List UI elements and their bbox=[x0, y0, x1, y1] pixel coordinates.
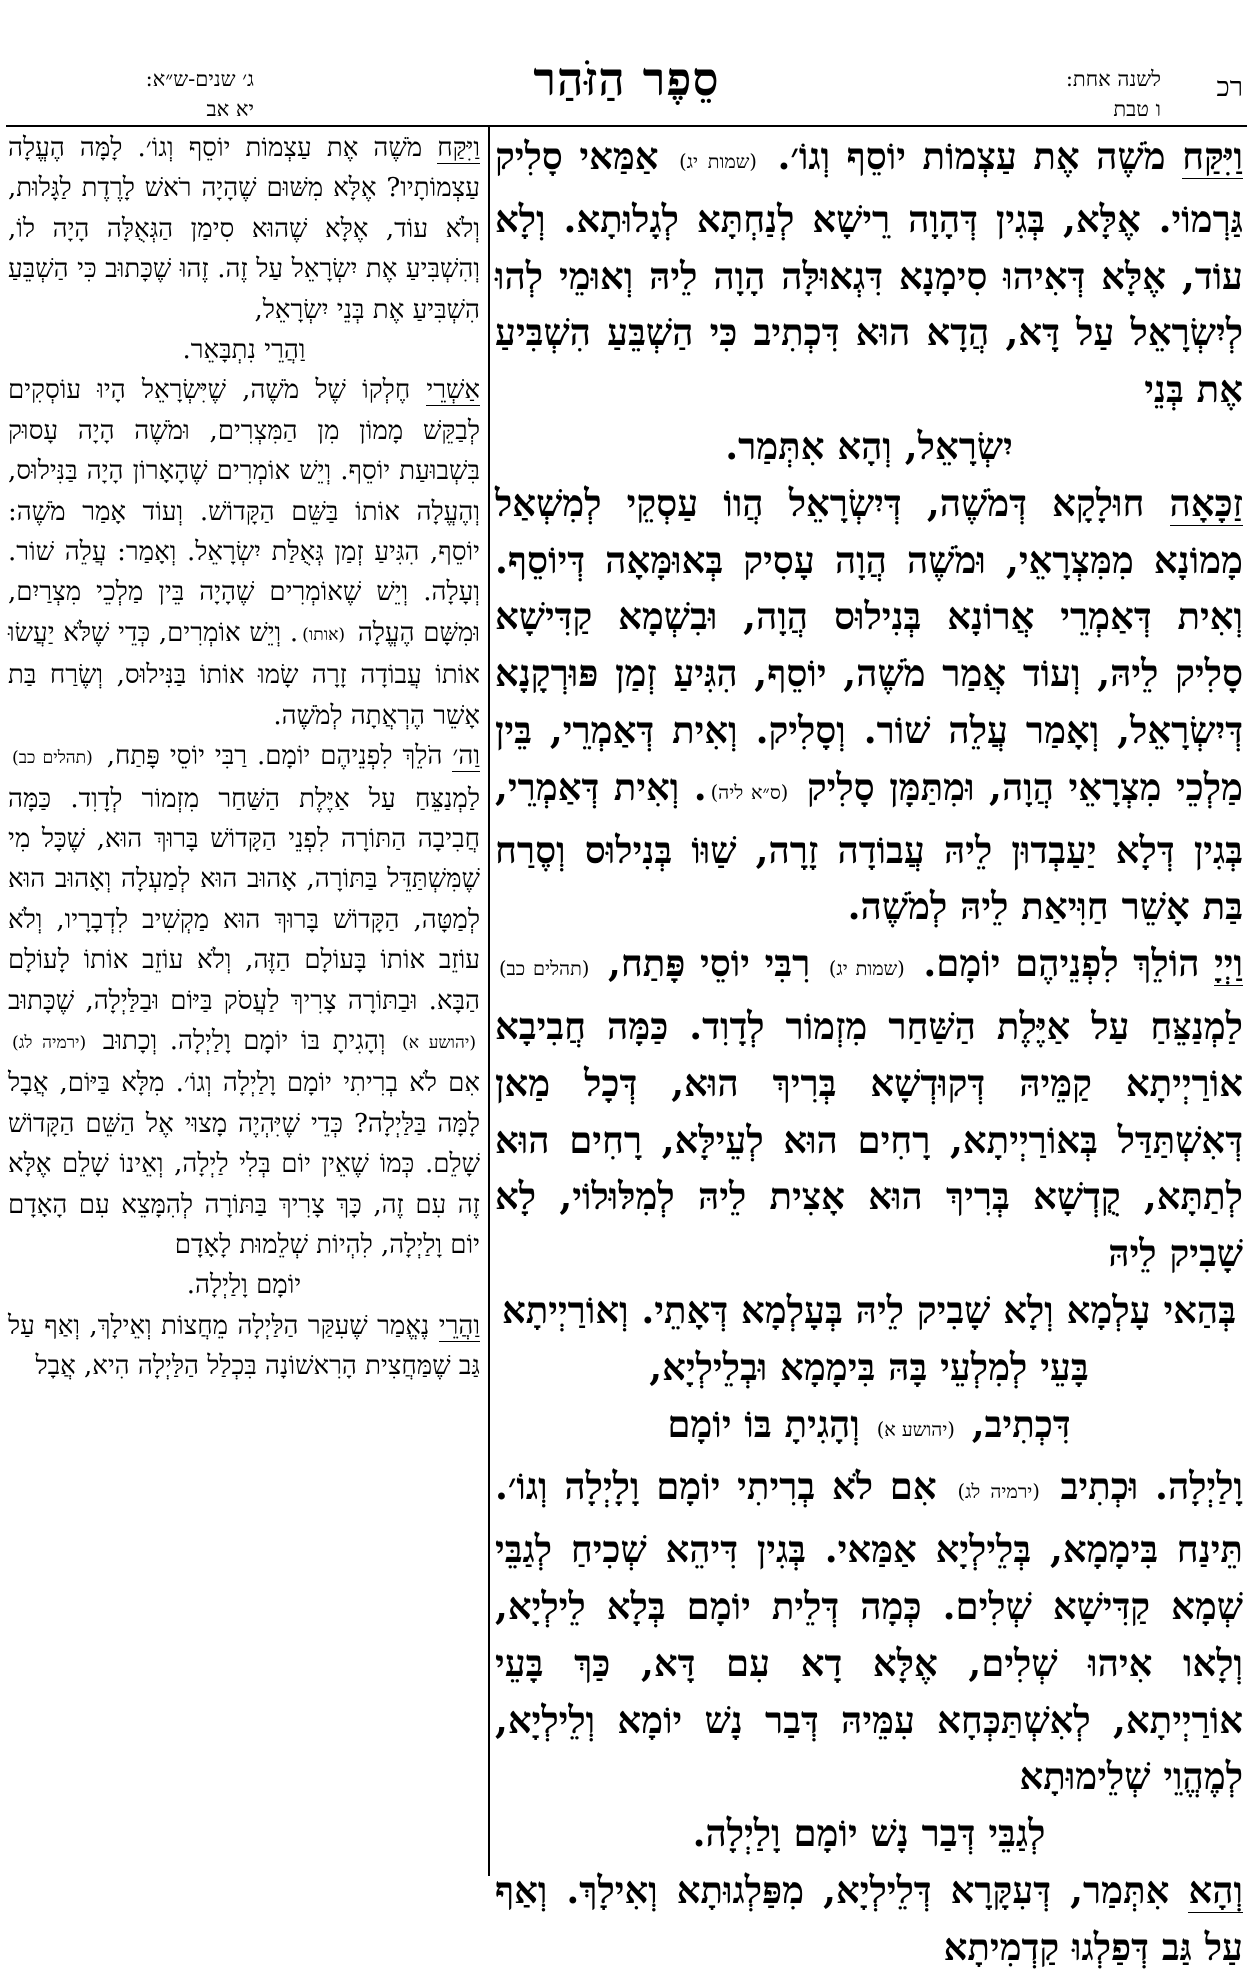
schedule-three-years: ג׳ שנים-ש״א: bbox=[145, 67, 254, 91]
text-span: וְהָגִיתָ בּוֹ יוֹמָם וָלַיְלָה. וְכָתוּב bbox=[102, 1025, 386, 1056]
text-span: דִּכְתִיב, bbox=[971, 1401, 1071, 1446]
scripture-reference: (ירמיה לג) bbox=[957, 1480, 1040, 1504]
schedule-date-right: ו טבת bbox=[1113, 97, 1161, 121]
scripture-reference: (ס״א ליה) bbox=[710, 780, 789, 804]
main-paragraph-3 bbox=[495, 935, 1243, 1282]
text-span: . וְיֵשׁ אוֹמְרִים, כְּדֵי שֶׁלֹּא יַעֲשׂוּ אוֹתוֹ עֲבוֹדָה זָרָה שָׂמוּ אוֹתוֹ בַּנִּילוּס, וְשֶׂרַח בַּת אָשֵׁר הֶרְאֲתָה לְמֹשֶׁה. bbox=[8, 617, 480, 731]
side-paragraph-4 bbox=[8, 1306, 480, 1387]
lead-word: וַה׳ bbox=[452, 741, 480, 772]
main-paragraph-1-end: יִשְׂרָאֵל, וְהָא אִתְּמַר. bbox=[725, 423, 1013, 468]
page-number: רכ bbox=[1216, 72, 1243, 103]
text-span: לַמְנַצֵּחַ עַל אַיֶּלֶת הַשַּׁחַר מִזְמוֹר לְדָוִד. כַּמָּה חֲבִיבָא אוֹרַיְיתָא קַמֵּיהּ דְּקוּדְשָׁא בְּרִיךְ הוּא, דְּכָל מַאן דְּאִשְׁתַּדַּל בְּאוֹרַיְיתָא, רָחִים הוּא לְעֵילָּא, רָחִים הוּא לְתַתָּא, קֻדְשָׁא בְּרִיךְ הוּא אָצִית לֵיהּ לְמִלּוּלוֹי, לָא שָׁבִיק לֵיהּ bbox=[495, 1003, 1243, 1276]
main-paragraph-4 bbox=[495, 1862, 1243, 1976]
text-span: וְהָגִיתָ בּוֹ יוֹמָם bbox=[667, 1401, 860, 1446]
scripture-reference: (ירמיה לג) bbox=[12, 1032, 87, 1053]
side-paragraph-2 bbox=[8, 370, 480, 736]
text-span: אִם לֹא בְרִיתִי יוֹמָם וָלַיְלָה וְגוֹ׳. מִלָּא בַּיּוֹם, אֲבָל לָמָּה בַּלַּיְלָה? כְּדֵי שֶׁיִּהְיֶה מָצוּי אֶל הַשֵּׁם הַקָּדוֹשׁ שָׁלֵם. כְּמוֹ שֶׁאֵין יוֹם בְּלִי לַיְלָה, וְאֵינוֹ שָׁלֵם אֶלָּא זֶה עִם זֶה, כָּךְ צָרִיךְ בַּתּוֹרָה לְהִמָּצֵא עִם הָאָדָם יוֹם וָלַיְלָה, לִהְיוֹת שְׁלֵמוּת לָאָדָם bbox=[8, 1068, 480, 1260]
main-text-column bbox=[495, 128, 1243, 1976]
schedule-one-year: לשנה אחת: bbox=[1065, 67, 1161, 91]
scripture-reference: (יהושע א) bbox=[402, 1032, 477, 1053]
side-paragraph-3-end: יוֹמָם וָלַיְלָה. bbox=[186, 1270, 302, 1301]
text-span: נֶאֱמַר שֶׁעִקַּר הַלַּיְלָה מֵחֲצוֹת וְאֵילָךְ, וְאַף עַל גַּב שֶׁמַּחֲצִית הָרִאשׁוֹנָה בִּכְלַל הַלַּיְלָה הִיא, אֲבָל bbox=[8, 1310, 480, 1382]
text-span: מֹשֶׁה אֶת עַצְמוֹת יוֹסֵף וְגוֹ׳. bbox=[777, 134, 1166, 178]
lead-word: אַשְׁרֵי bbox=[426, 375, 481, 406]
scripture-reference: (יהושע א) bbox=[876, 1417, 955, 1441]
text-span: הֹלֵךְ לִפְנֵיהֶם יוֹמָם. רַבִּי יוֹסֵי פָּתַח, bbox=[106, 741, 443, 772]
lead-word: וַהֲרֵי bbox=[438, 1310, 480, 1341]
lead-word: וַיִּקַּח bbox=[1182, 134, 1244, 178]
text-span: אִתְּמַר, דְּעִקָּרָא דְּלֵילְיָא, מִפַּלְגוּתָא וְאִילָךְ. וְאַף עַל גַּב דְּפַלְגוּ קַדְמִיתָא bbox=[495, 1867, 1243, 1969]
text-span: לַמְנַצֵּחַ עַל אַיֶּלֶת הַשַּׁחַר מִזְמוֹר לְדָוִד. כַּמָּה חֲבִיבָה הַתּוֹרָה לִפְנֵי הַקָּדוֹשׁ בָּרוּךְ הוּא, שֶׁכָּל מִי שֶׁמִּשְׁתַּדֵּל בַּתּוֹרָה, אָהוּב הוּא לְמַעְלָה וְאָהוּב הוּא לְמַטָּה, הַקָּדוֹשׁ בָּרוּךְ הוּא מַקְשִׁיב לִדְבָרָיו, וְלֹא עוֹזֵב אוֹתוֹ בָּעוֹלָם הַזֶּה, וְלֹא עוֹזֵב אוֹתוֹ לָעוֹלָם הַבָּא. וּבַתּוֹרָה צָרִיךְ לַעֲסֹק בַּיּוֹם וּבַלַּיְלָה, שֶׁכָּתוּב bbox=[8, 783, 480, 1016]
text-span: וָלַיְלָה. וּכְתִיב bbox=[1060, 1464, 1244, 1509]
main-paragraph-3-cont bbox=[495, 1458, 1243, 1805]
column-divider bbox=[488, 126, 490, 1876]
lead-word: זַכָּאָה bbox=[1169, 480, 1243, 525]
page-header bbox=[0, 0, 1253, 120]
main-paragraph-2 bbox=[495, 475, 1243, 935]
side-paragraph-1 bbox=[8, 128, 480, 330]
header-left-schedule bbox=[44, 64, 254, 124]
header-rule bbox=[6, 125, 1247, 127]
side-paragraph-3 bbox=[8, 736, 480, 1265]
book-title: סֵפֶר הַזֹּהַר bbox=[533, 52, 720, 106]
text-span: . וְאִית דְּאַמְרֵי, בְּגִין דְּלָא יַעַבְדוּן לֵיהּ עֲבוֹדָה זָרָה, שַׁוּוֹ בְּנִילוּס וְסֶרַח בַּת אָשֵׁר חַוִּיאַת לֵיהּ לְמֹשֶׁה. bbox=[495, 764, 1243, 929]
translation-column bbox=[8, 128, 480, 1387]
text-span: רִבִּי יוֹסֵי פָּתַח, bbox=[607, 941, 811, 986]
main-paragraph-3-end: לְגַבֵּי דְּבַר נָשׁ יוֹמָם וָלַיְלָה. bbox=[692, 1811, 1046, 1856]
main-paragraph-3-line: בְּהַאי עָלְמָא וְלָא שָׁבִיק לֵיהּ בְּעָלְמָא דְּאָתֵי. וְאוֹרַיְיתָא בָּעֵי לְמִלְעֵי בָּהּ בִּימָמָא וּבְלֵילְיָא, bbox=[501, 1287, 1237, 1389]
text-span: אַמַּאי סָלִיק גַּרְמוֹי. אֶלָּא, בְּגִין דְּהָוָה רֵישָׁא לְנַחְתָּא לְגָלוּתָא. וְלָא עוֹד, אֶלָּא דְּאִיהוּ סִימָנָא דִּגְאוּלָּה הָוָה לֵיהּ וְאוּמֵי לְהוּ לְיִשְׂרָאֵל עַל דָּא, הֲדָא הוּא דִּכְתִיב כִּי הַשְׁבֵּעַ הִשְׁבִּיעַ אֶת בְּנֵי bbox=[495, 134, 1243, 412]
scripture-reference: (שמות יג) bbox=[828, 957, 905, 981]
text-span: הוֹלֵךְ לִפְנֵיהֶם יוֹמָם. bbox=[923, 941, 1200, 986]
lead-word: וְהָא bbox=[1188, 1867, 1243, 1912]
lead-word: וַיִּקַּח bbox=[437, 133, 481, 163]
side-paragraph-1-end: וַהֲרֵי נִתְבָּאֵר. bbox=[182, 335, 306, 366]
main-paragraph-3-line bbox=[495, 1396, 1243, 1459]
text-span: חֶלְקוֹ שֶׁל מֹשֶׁה, שֶׁיִּשְׂרָאֵל הָיוּ עוֹסְקִים לְבַקֵּשׁ מָמוֹן מִן הַמִּצְרִים, וּמֹשֶׁה הָיָה עָסוּק בִּשְׁבוּעַת יוֹסֵף. וְיֵשׁ אוֹמְרִים שֶׁהָאָרוֹן הָיָה בַּנִּילוּס, וְהֶעֱלָה אוֹתוֹ בַּשֵּׁם הַקָּדוֹשׁ. וְעוֹד אָמַר מֹשֶׁה: יוֹסֵף, הִגִּיעַ זְמַן גְּאֻלַּת יִשְׂרָאֵל. וְאָמַר: עֲלֵה שׁוֹר. וְעָלָה. וְיֵשׁ שֶׁאוֹמְרִים שֶׁהָיָה בֵּין מַלְכֵי מִצְרַיִם, וּמִשָּׁם הֶעֱלָה bbox=[8, 375, 480, 648]
schedule-date-left: יא אב bbox=[206, 97, 254, 121]
scripture-reference: (תהלים כב) bbox=[499, 957, 590, 981]
scripture-reference: (אותו) bbox=[302, 624, 346, 645]
main-paragraph-1 bbox=[495, 128, 1243, 418]
text-span: אִם לֹא בְרִיתִי יוֹמָם וָלָיְלָה וְגוֹ׳. תֵּינַח בִּימָמָא, בְּלֵילְיָא אַמַּאי. בְּגִין דִּיהֵא שְׁכִיחַ לְגַבֵּי שְׁמָא קַדִּישָׁא שְׁלִים. כְּמָה דְּלֵית יוֹמָם בְּלָא לֵילְיָא, וְלָאו אִיהוּ שְׁלִים, אֶלָּא דָא עִם דָּא, כַּךְ בָּעֵי אוֹרַיְיתָא, לְאִשְׁתַּכְּחָא עִמֵּיהּ דְּבַר נָשׁ יוֹמָא וְלֵילְיָא, לְמֶהֱוֵי שְׁלֵימוּתָא bbox=[495, 1464, 1243, 1799]
lead-word: וַיְיָ bbox=[1214, 941, 1243, 986]
scripture-reference: (תהלים כב) bbox=[12, 748, 93, 769]
scripture-reference: (שמות יג) bbox=[679, 150, 757, 173]
text-span: חוּלָקָא דְּמֹשֶׁה, דְּיִשְׂרָאֵל הֲווֹ עַסְקֵי לְמִשְׁאַל מָמוֹנָא מִמִּצְרָאֵי, וּמֹשֶׁה הֲוָה עָסִיק בְּאוּמָּאָה דְּיוֹסֵף. וְאִית דְּאַמְרֵי אֲרוֹנָא בְּנִילוּס הֲוָה, וּבִשְׁמָא קַדִּישָׁא סָלִיק לֵיהּ, וְעוֹד אֲמַר מֹשֶׁה, יוֹסֵף, הִגִּיעַ זְמַן פּוּרְקָנָא דְּיִשְׂרָאֵל, וְאָמַר עֲלֵה שׁוֹר. וְסָלִיק. וְאִית דְּאַמְרֵי, בֵּין מַלְכֵי מִצְרָאֵי הֲוָה, וּמִתַּמָּן סָלִיק bbox=[495, 480, 1243, 809]
text-span: מֹשֶׁה אֶת עַצְמוֹת יוֹסֵף וְגוֹ׳. לָמָּה הֶעֱלָה עַצְמוֹתָיו? אֶלָּא מִשּׁוּם שֶׁהָיָה רֹאשׁ לָרֶדֶת לַגָּלוּת, וְלֹא עוֹד, אֶלָּא שֶׁהוּא סִימַן הַגְּאֻלָּה הָיָה לוֹ, וְהִשְׁבִּיעַ אֶת יִשְׂרָאֵל עַל זֶה. זֶהוּ שֶׁכָּתוּב כִּי הַשְׁבֵּעַ הִשְׁבִּיעַ אֶת בְּנֵי יִשְׂרָאֵל, bbox=[8, 133, 480, 325]
